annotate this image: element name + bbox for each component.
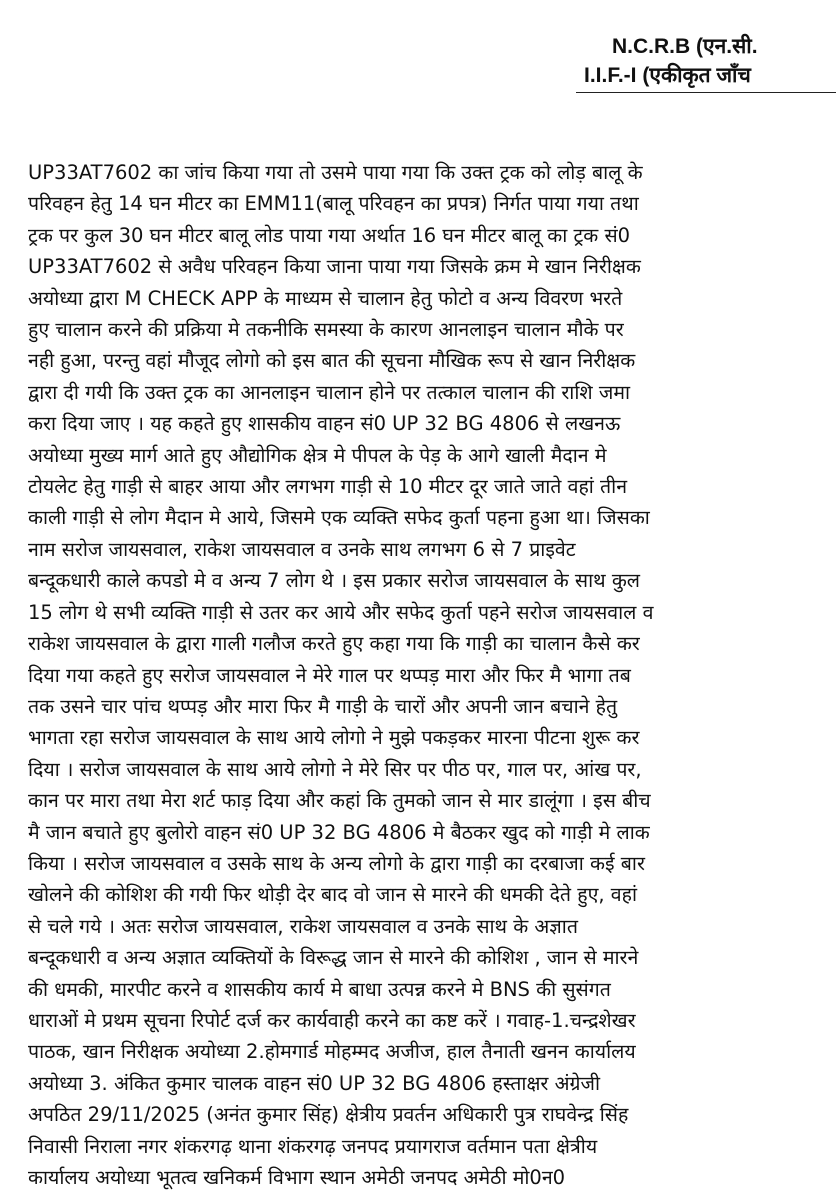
text-line: से चले गये । अतः सरोज जायसवाल, राकेश जायसवाल व उनके साथ के अज्ञात [28, 914, 578, 938]
text-line: UP33AT7602 से अवैध परिवहन किया जाना पाया गया जिसके क्रम मे खान निरीक्षक [28, 255, 641, 279]
form-header [576, 32, 836, 90]
text-line: UP33AT7602 का जांच किया गया तो उसमे पाया गया कि उक्त ट्रक को लोड़ बालू के [28, 161, 643, 184]
text-line: कार्यालय अयोध्या भूतत्व खनिकर्म विभाग स्थान अमेठी जनपद अमेठी मो0न0 [28, 1166, 566, 1189]
text-line: अयोध्या 3. अंकित कुमार चालक वाहन सं0 UP 32 BG 4806 हस्ताक्षर अंग्रेजी [28, 1071, 601, 1095]
text-line: खोलने की कोशिश की गयी फिर थोड़ी देर बाद वो जान से मारने की धमकी देते हुए, वहां [28, 883, 638, 907]
text-line: करा दिया जाए । यह कहते हुए शासकीय वाहन सं0 UP 32 BG 4806 से लखनऊ [28, 412, 621, 436]
text-line: दिया । सरोज जायसवाल के साथ आये लोगो ने मेरे सिर पर पीठ पर, गाल पर, आंख पर, [28, 757, 642, 781]
text-line: अपठित 29/11/2025 (अनंत कुमार सिंह) क्षेत्रीय प्रवर्तन अधिकारी पुत्र राघवेन्द्र सिंह [28, 1103, 629, 1127]
text-line: की धमकी, मारपीट करने व शासकीय कार्य मे बाधा उत्पन्न करने मे BNS की सुसंगत [28, 977, 611, 1001]
text-line: किया । सरोज जायसवाल व उसके साथ के अन्य लोगो के द्वारा गाड़ी का दरबाजा कई बार [28, 851, 645, 875]
text-line: दिया गया कहते हुए सरोज जायसवाल ने मेरे गाल पर थप्पड़ मारा और फिर मै भागा तब [28, 663, 631, 687]
header-iif-label: I.I.F.-I (एकीकृत जाँच [584, 64, 751, 87]
text-line: हुए चालान करने की प्रक्रिया मे तकनीकि समस्या के कारण आनलाइन चालान मौके पर [28, 318, 624, 342]
text-line: बन्दूकधारी व अन्य अज्ञात व्यक्तियों के विरूद्ध जान से मारने की कोशिश , जान से मारने [28, 946, 639, 970]
text-line: धाराओं मे प्रथम सूचना रिपोर्ट दर्ज कर कार्यवाही करने का कष्ट करें । गवाह-1.चन्द्रशेखर [28, 1008, 636, 1032]
text-line: भागता रहा सरोज जायसवाल के साथ आये लोगो ने मुझे पकड़कर मारना पीटना शुरू कर [28, 726, 640, 750]
text-line: टोयलेट हेतु गाड़ी से बाहर आया और लगभग गाड़ी से 10 मीटर दूर जाते जाते वहां तीन [28, 475, 628, 499]
text-line: राकेश जायसवाल के द्वारा गाली गलौज करते हुए कहा गया कि गाड़ी का चालान कैसे कर [28, 632, 640, 656]
text-line: नही हुआ, परन्तु वहां मौजूद लोगो को इस बात की सूचना मौखिक रूप से खान निरीक्षक [28, 349, 636, 373]
text-line: काली गाड़ी से लोग मैदान मे आये, जिसमे एक व्यक्ति सफेद कुर्ता पहना हुआ था। जिसका [28, 506, 650, 530]
text-line: मै जान बचाते हुए बुलोरो वाहन सं0 UP 32 BG 4806 मे बैठकर खुद को गाड़ी मे लाक [28, 820, 650, 844]
text-line: पाठक, खान निरीक्षक अयोध्या 2.होमगार्ड मोहम्मद अजीज, हाल तैनाती खनन कार्यालय [28, 1040, 636, 1064]
text-line: बन्दूकधारी काले कपडो मे व अन्य 7 लोग थे । इस प्रकार सरोज जायसवाल के साथ कुल [28, 569, 641, 593]
text-line: अयोध्या मुख्य मार्ग आते हुए औद्योगिक क्षेत्र मे पीपल के पेड़ के आगे खाली मैदान मे [28, 443, 607, 467]
text-line: तक उसने चार पांच थप्पड़ और मारा फिर मै गाड़ी के चारों और अपनी जान बचाने हेतु [28, 694, 618, 718]
text-line: कान पर मारा तथा मेरा शर्ट फाड़ दिया और कहां कि तुमको जान से मार डालूंगा । इस बीच [28, 789, 651, 813]
header-divider [576, 92, 836, 93]
text-line: 15 लोग थे सभी व्यक्ति गाड़ी से उतर कर आये और सफेद कुर्ता पहने सरोज जायसवाल व [28, 600, 654, 624]
header-ncrb-label: N.C.R.B (एन.सी. [612, 35, 758, 58]
text-line: द्वारा दी गयी कि उक्त ट्रक का आनलाइन चालान होने पर तत्काल चालान की राशि जमा [28, 380, 631, 404]
text-line: अयोध्या द्वारा M CHECK APP के माध्यम से चालान हेतु फोटो व अन्य विवरण भरते [28, 286, 623, 310]
text-line: परिवहन हेतु 14 घन मीटर का EMM11(बालू परिवहन का प्रपत्र) निर्गत पाया गया तथा [28, 192, 639, 216]
text-line: ट्रक पर कुल 30 घन मीटर बालू लोड पाया गया अर्थात 16 घन मीटर बालू का ट्रक सं0 [28, 223, 631, 247]
text-line: नाम सरोज जायसवाल, राकेश जायसवाल व उनके साथ लगभग 6 से 7 प्राइवेट [28, 537, 576, 561]
text-line: निवासी निराला नगर शंकरगढ़ थाना शंकरगढ़ जनपद प्रयागराज वर्तमान पता क्षेत्रीय [28, 1134, 598, 1158]
fir-narrative [28, 157, 828, 1193]
